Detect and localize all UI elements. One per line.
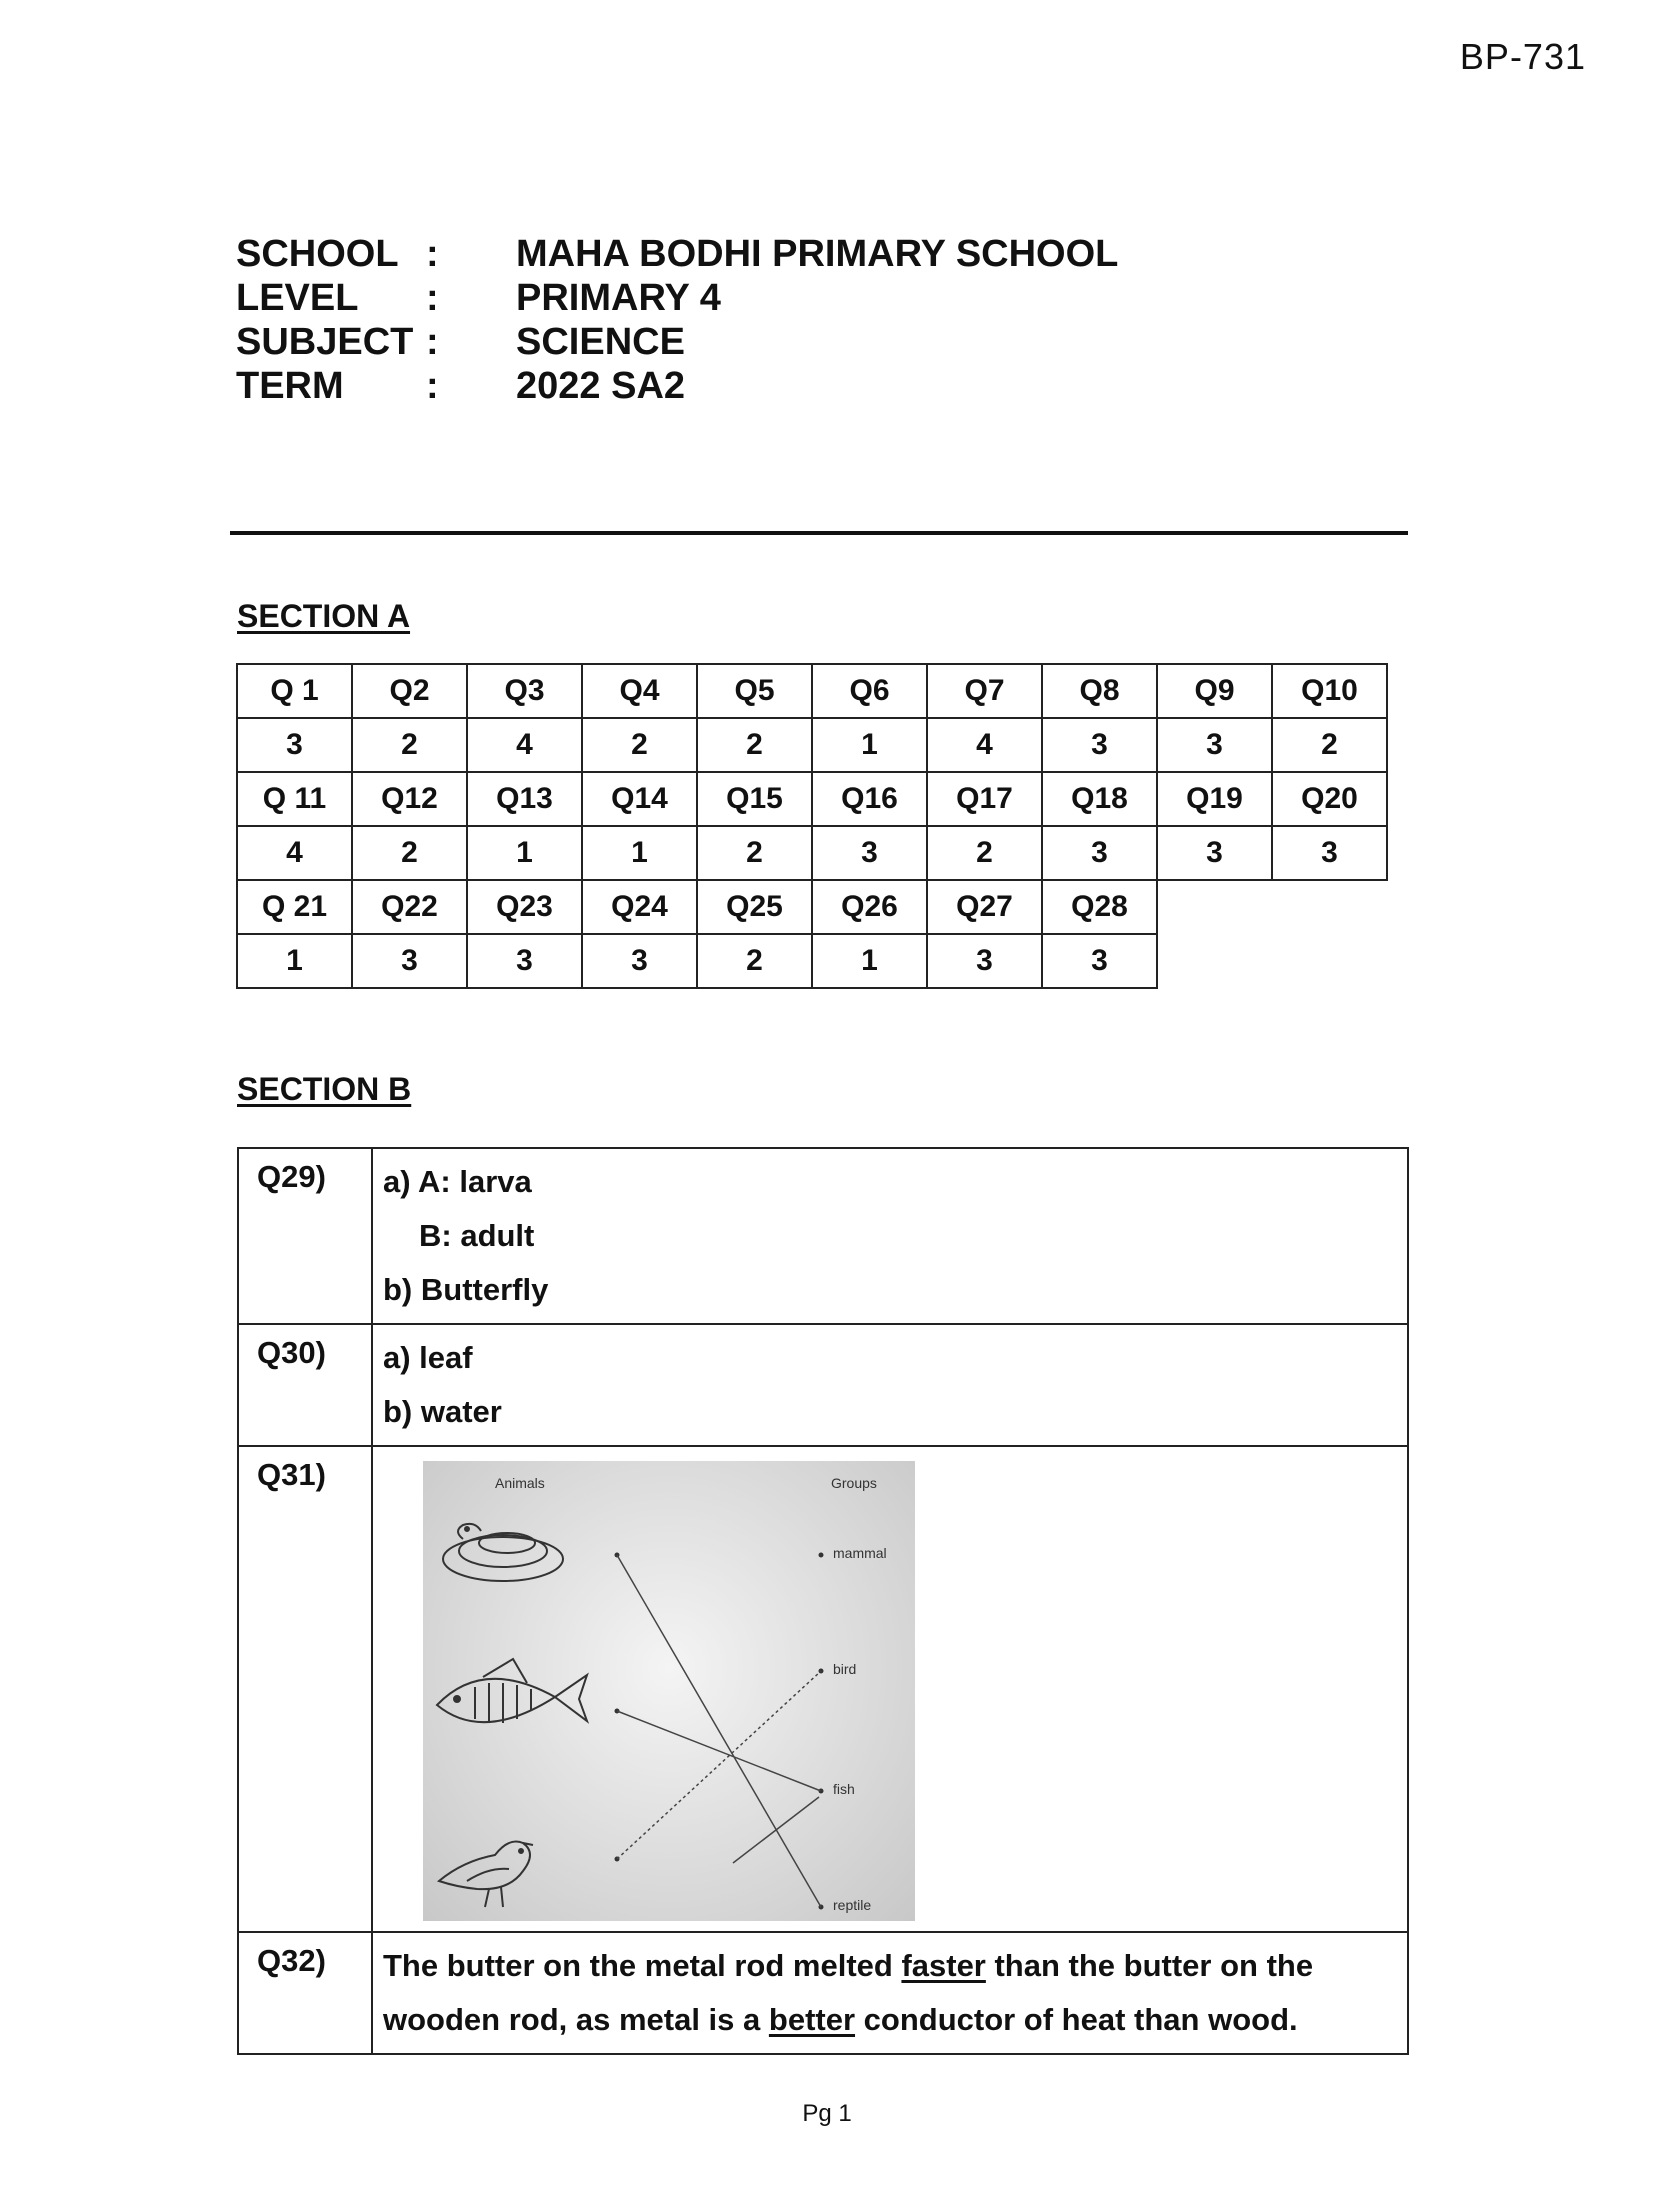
question-cell: Q19 xyxy=(1157,772,1272,826)
answer-row-q30 xyxy=(238,1324,1408,1446)
empty-cell xyxy=(1272,934,1387,988)
section-b-title: SECTION B xyxy=(237,1071,412,1107)
empty-cell xyxy=(1157,880,1272,934)
answer-cell: 3 xyxy=(237,718,352,772)
answer-row-q32 xyxy=(238,1932,1408,2054)
answer-line: a) leaf xyxy=(383,1340,473,1375)
underlined-word: better xyxy=(768,2002,856,2037)
answer-content xyxy=(372,1446,1408,1932)
horizontal-rule xyxy=(230,531,1408,535)
answer-cell: 1 xyxy=(467,826,582,880)
info-value: PRIMARY 4 xyxy=(516,277,721,319)
question-cell: Q25 xyxy=(697,880,812,934)
info-row-school xyxy=(236,232,1118,276)
info-colon: : xyxy=(426,233,439,275)
section-a-title: SECTION A xyxy=(237,598,411,634)
answer-row-q29 xyxy=(238,1148,1408,1324)
answer-cell: 3 xyxy=(467,934,582,988)
question-cell: Q28 xyxy=(1042,880,1157,934)
question-cell: Q27 xyxy=(927,880,1042,934)
answer-line: a) A: larva xyxy=(383,1164,532,1199)
answer-cell: 1 xyxy=(812,718,927,772)
answer-cell: 3 xyxy=(352,934,467,988)
answer-cell: 1 xyxy=(237,934,352,988)
info-key: SCHOOL xyxy=(236,233,399,275)
info-colon: : xyxy=(426,365,439,407)
exam-info xyxy=(236,232,1118,408)
question-cell: Q15 xyxy=(697,772,812,826)
answer-content xyxy=(372,1148,1408,1324)
answer-cell: 3 xyxy=(582,934,697,988)
question-cell: Q14 xyxy=(582,772,697,826)
info-colon: : xyxy=(426,277,439,319)
answer-text: The butter on the metal rod melted xyxy=(383,1948,902,1983)
info-key: TERM xyxy=(236,365,344,407)
question-cell: Q26 xyxy=(812,880,927,934)
answer-cell: 3 xyxy=(1157,826,1272,880)
question-cell: Q10 xyxy=(1272,664,1387,718)
fish-icon xyxy=(437,1659,587,1723)
answer-content xyxy=(372,1932,1408,2054)
section-b-answer-table xyxy=(237,1147,1409,2055)
answer-cell: 4 xyxy=(927,718,1042,772)
question-number: Q29) xyxy=(238,1148,372,1324)
figure-heading-groups: Groups xyxy=(831,1475,877,1491)
answer-cell: 4 xyxy=(237,826,352,880)
answer-content xyxy=(372,1324,1408,1446)
answer-line: b) Butterfly xyxy=(383,1272,549,1307)
answer-cell: 2 xyxy=(697,826,812,880)
matching-lines xyxy=(615,1553,824,1910)
question-cell: Q18 xyxy=(1042,772,1157,826)
info-row-level xyxy=(236,276,1118,320)
answer-cell: 3 xyxy=(1042,826,1157,880)
question-cell: Q4 xyxy=(582,664,697,718)
answer-cell: 3 xyxy=(1157,718,1272,772)
group-label-bird: bird xyxy=(833,1661,857,1677)
group-label-fish: fish xyxy=(833,1781,855,1797)
answer-line: B: adult xyxy=(419,1218,535,1253)
question-cell: Q 1 xyxy=(237,664,352,718)
question-number: Q30) xyxy=(238,1324,372,1446)
info-value: MAHA BODHI PRIMARY SCHOOL xyxy=(516,233,1119,275)
question-cell: Q22 xyxy=(352,880,467,934)
info-value: 2022 SA2 xyxy=(516,365,686,407)
answer-cell: 2 xyxy=(352,718,467,772)
info-colon: : xyxy=(426,321,439,363)
info-value: SCIENCE xyxy=(516,321,685,363)
answer-cell: 4 xyxy=(467,718,582,772)
question-row xyxy=(237,880,1387,934)
question-cell: Q 21 xyxy=(237,880,352,934)
question-cell: Q12 xyxy=(352,772,467,826)
answer-cell: 2 xyxy=(927,826,1042,880)
bird-icon xyxy=(439,1842,533,1908)
answer-cell: 3 xyxy=(812,826,927,880)
question-cell: Q13 xyxy=(467,772,582,826)
answer-cell: 2 xyxy=(697,934,812,988)
answer-row-q31 xyxy=(238,1446,1408,1932)
figure-heading-animals: Animals xyxy=(495,1475,545,1491)
question-cell: Q16 xyxy=(812,772,927,826)
answer-row xyxy=(237,826,1387,880)
question-cell: Q20 xyxy=(1272,772,1387,826)
question-cell: Q2 xyxy=(352,664,467,718)
answer-cell: 3 xyxy=(1042,718,1157,772)
group-label-reptile: reptile xyxy=(833,1897,872,1913)
answer-text: than the butter on the wooden rod, as metal is a xyxy=(383,1948,1314,2037)
question-cell: Q5 xyxy=(697,664,812,718)
answer-row xyxy=(237,934,1387,988)
question-cell: Q6 xyxy=(812,664,927,718)
info-row-subject xyxy=(236,320,1118,364)
answer-cell: 3 xyxy=(1272,826,1387,880)
question-number: Q31) xyxy=(238,1446,372,1932)
answer-cell: 1 xyxy=(812,934,927,988)
question-number: Q32) xyxy=(238,1932,372,2054)
matching-drawing xyxy=(423,1461,915,1921)
group-label-mammal: mammal xyxy=(833,1545,887,1561)
animal-classification-figure xyxy=(423,1461,915,1921)
answer-cell: 3 xyxy=(927,934,1042,988)
question-cell: Q17 xyxy=(927,772,1042,826)
section-a-answer-table xyxy=(236,663,1388,989)
empty-cell xyxy=(1157,934,1272,988)
answer-cell: 3 xyxy=(1042,934,1157,988)
answer-cell: 2 xyxy=(352,826,467,880)
answer-row xyxy=(237,718,1387,772)
document-code: BP-731 xyxy=(1459,36,1586,77)
question-cell: Q8 xyxy=(1042,664,1157,718)
question-cell: Q7 xyxy=(927,664,1042,718)
info-key: LEVEL xyxy=(236,277,359,319)
answer-line: b) water xyxy=(383,1394,502,1429)
answer-cell: 2 xyxy=(697,718,812,772)
page-number: Pg 1 xyxy=(802,2100,852,2127)
answer-cell: 1 xyxy=(582,826,697,880)
answer-cell: 2 xyxy=(582,718,697,772)
underlined-word: faster xyxy=(901,1948,986,1983)
question-row xyxy=(237,772,1387,826)
question-cell: Q9 xyxy=(1157,664,1272,718)
empty-cell xyxy=(1272,880,1387,934)
question-row xyxy=(237,664,1387,718)
info-row-term xyxy=(236,364,1118,408)
question-cell: Q 11 xyxy=(237,772,352,826)
question-cell: Q23 xyxy=(467,880,582,934)
answer-text: conductor of heat than wood. xyxy=(855,2002,1298,2037)
question-cell: Q3 xyxy=(467,664,582,718)
answer-cell: 2 xyxy=(1272,718,1387,772)
question-cell: Q24 xyxy=(582,880,697,934)
snake-icon xyxy=(443,1524,563,1581)
info-key: SUBJECT xyxy=(236,321,414,363)
